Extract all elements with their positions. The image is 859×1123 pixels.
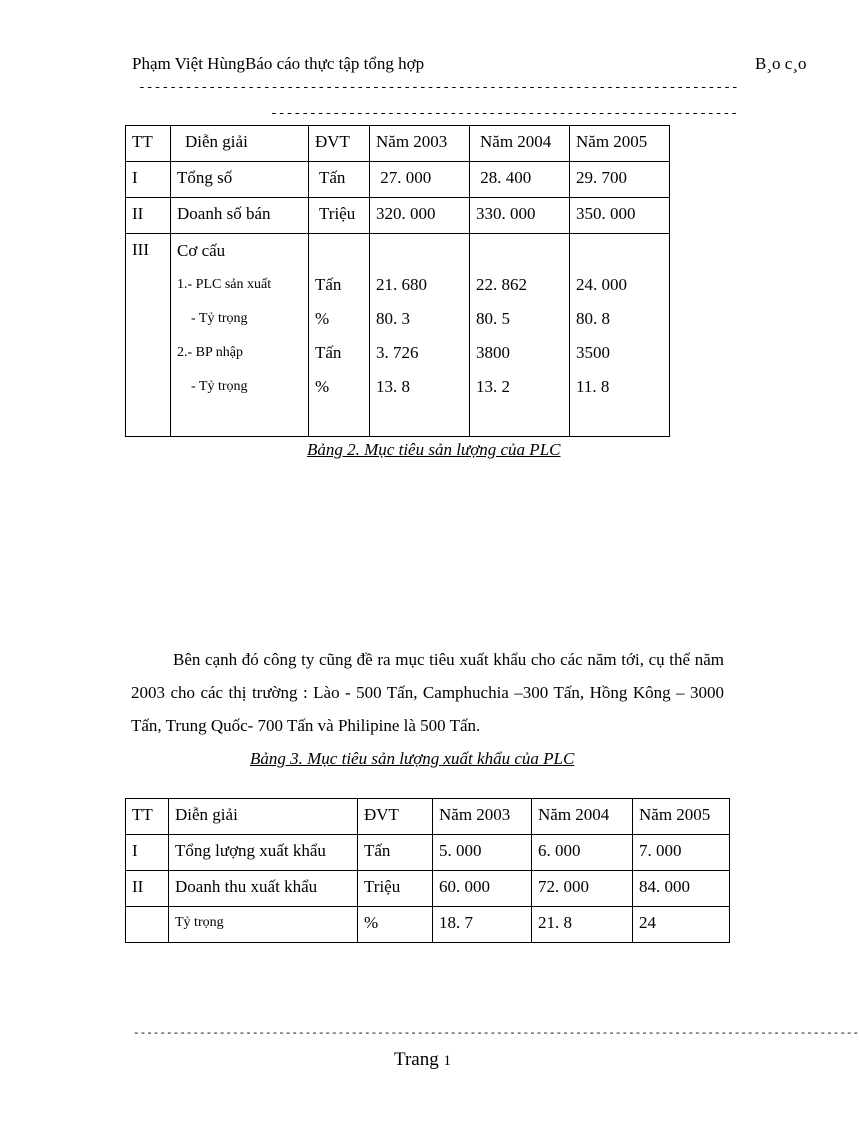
table-cell: 60. 000 bbox=[433, 871, 532, 907]
table-cell: 84. 000 bbox=[633, 871, 730, 907]
header-cell: Năm 2005 bbox=[633, 799, 730, 835]
header-cell: Năm 2005 bbox=[570, 126, 670, 162]
header-cell: Năm 2003 bbox=[370, 126, 470, 162]
header-cell: TT bbox=[126, 799, 169, 835]
structure-value: 13. 8 bbox=[376, 377, 410, 396]
table-cell: Tổng lượng xuất khẩu bbox=[169, 835, 358, 871]
structure-value: 3. 726 bbox=[376, 343, 419, 362]
structure-value: 80. 3 bbox=[376, 309, 410, 328]
structure-2004 bbox=[470, 234, 570, 437]
table-cell: 320. 000 bbox=[370, 198, 470, 234]
table-cell: 72. 000 bbox=[532, 871, 633, 907]
structure-item-label: - Tỷ trọng bbox=[191, 379, 248, 394]
header-author-title: Phạm Việt HùngBáo cáo thực tập tổng hợp bbox=[132, 54, 425, 73]
header-cell: Diễn giải bbox=[171, 126, 309, 162]
header-cell: Năm 2004 bbox=[532, 799, 633, 835]
structure-value: 3500 bbox=[576, 343, 610, 362]
paragraph-text: Bên cạnh đó công ty cũng đề ra mục tiêu xuất khẩu cho các năm tới, cụ thể năm 2003 cho các thị trường : Lào - 500 Tấn, Camphuchia –300 Tấn, Hồng Kông – 3000 Tấn, Trung Quốc- 700 Tấn và Philipine là 500 Tấn. bbox=[131, 650, 724, 735]
structure-item-label: 2.- BP nhập bbox=[177, 345, 243, 360]
structure-labels bbox=[171, 234, 309, 437]
footer-rule: -------------------------------------------------------------------------------------------------------------- bbox=[133, 1028, 859, 1040]
table-cell: 5. 000 bbox=[433, 835, 532, 871]
table-cell: 29. 700 bbox=[570, 162, 670, 198]
table-cell: Triệu bbox=[358, 871, 433, 907]
page-label: Trang bbox=[394, 1049, 439, 1070]
structure-title: Cơ cấu bbox=[177, 241, 226, 260]
table-cell: Tổng số bbox=[171, 162, 309, 198]
table-cell: Tấn bbox=[358, 835, 433, 871]
page-number bbox=[394, 1049, 451, 1071]
structure-value: 11. 8 bbox=[576, 377, 610, 396]
table-cell: 27. 000 bbox=[370, 162, 470, 198]
table-cell bbox=[126, 907, 169, 943]
table-cell: 7. 000 bbox=[633, 835, 730, 871]
structure-2005 bbox=[570, 234, 670, 437]
table-cell: II bbox=[126, 198, 171, 234]
table-row bbox=[126, 907, 730, 943]
structure-value: 80. 8 bbox=[576, 309, 610, 328]
table-cell: 330. 000 bbox=[470, 198, 570, 234]
structure-value: 21. 680 bbox=[376, 275, 427, 294]
structure-item-unit: Tấn bbox=[315, 343, 342, 362]
table-row-structure bbox=[126, 234, 670, 437]
header-cell: ĐVT bbox=[358, 799, 433, 835]
table-cell: Tỷ trọng bbox=[169, 907, 358, 943]
table-cell: Doanh thu xuất khẩu bbox=[169, 871, 358, 907]
structure-units bbox=[309, 234, 370, 437]
table-cell: Tấn bbox=[309, 162, 370, 198]
structure-value: 13. 2 bbox=[476, 377, 510, 396]
table-row bbox=[126, 871, 730, 907]
table-row bbox=[126, 162, 670, 198]
table-cell: Triệu bbox=[309, 198, 370, 234]
table-2 bbox=[125, 125, 670, 437]
table-cell: 24 bbox=[633, 907, 730, 943]
table-3 bbox=[125, 798, 730, 943]
structure-value: 24. 000 bbox=[576, 275, 627, 294]
structure-value: 22. 862 bbox=[476, 275, 527, 294]
header-cell: Năm 2003 bbox=[433, 799, 532, 835]
structure-value: 80. 5 bbox=[476, 309, 510, 328]
table-cell: 6. 000 bbox=[532, 835, 633, 871]
table-3-caption: Bảng 3. Mục tiêu sản lượng xuất khẩu của PLC bbox=[250, 749, 575, 768]
table-row bbox=[126, 835, 730, 871]
table-cell: 21. 8 bbox=[532, 907, 633, 943]
structure-item-label: 1.- PLC sản xuất bbox=[177, 277, 272, 292]
table-header-row bbox=[126, 799, 730, 835]
table-cell: % bbox=[358, 907, 433, 943]
structure-item-unit: % bbox=[315, 309, 330, 328]
structure-item-unit: % bbox=[315, 377, 330, 396]
body-paragraph bbox=[131, 643, 724, 742]
page-number-value: 1 bbox=[443, 1053, 451, 1069]
header-right-text: B¸o c¸o bbox=[755, 54, 807, 73]
table-cell: I bbox=[126, 835, 169, 871]
header-cell: ĐVT bbox=[309, 126, 370, 162]
header-cell: TT bbox=[126, 126, 171, 162]
structure-value: 3800 bbox=[476, 343, 510, 362]
table-cell: I bbox=[126, 162, 171, 198]
header-cell: Năm 2004 bbox=[470, 126, 570, 162]
table-cell: Doanh số bán bbox=[171, 198, 309, 234]
table-cell: III bbox=[126, 234, 171, 437]
structure-item-unit: Tấn bbox=[315, 275, 342, 294]
structure-item-label: - Tỷ trọng bbox=[191, 311, 248, 326]
structure-2003 bbox=[370, 234, 470, 437]
table-2-caption: Bảng 2. Mục tiêu sản lượng của PLC bbox=[307, 440, 561, 459]
table-cell: II bbox=[126, 871, 169, 907]
table-cell: 28. 400 bbox=[470, 162, 570, 198]
table-cell: 18. 7 bbox=[433, 907, 532, 943]
header-cell: Diễn giải bbox=[169, 799, 358, 835]
header-rule-2: ------------------------------------------------------------ bbox=[270, 106, 739, 121]
table-header-row bbox=[126, 126, 670, 162]
table-cell: 350. 000 bbox=[570, 198, 670, 234]
table-row bbox=[126, 198, 670, 234]
header-rule-1: ----------------------------------------------------------------------------- bbox=[138, 80, 739, 95]
